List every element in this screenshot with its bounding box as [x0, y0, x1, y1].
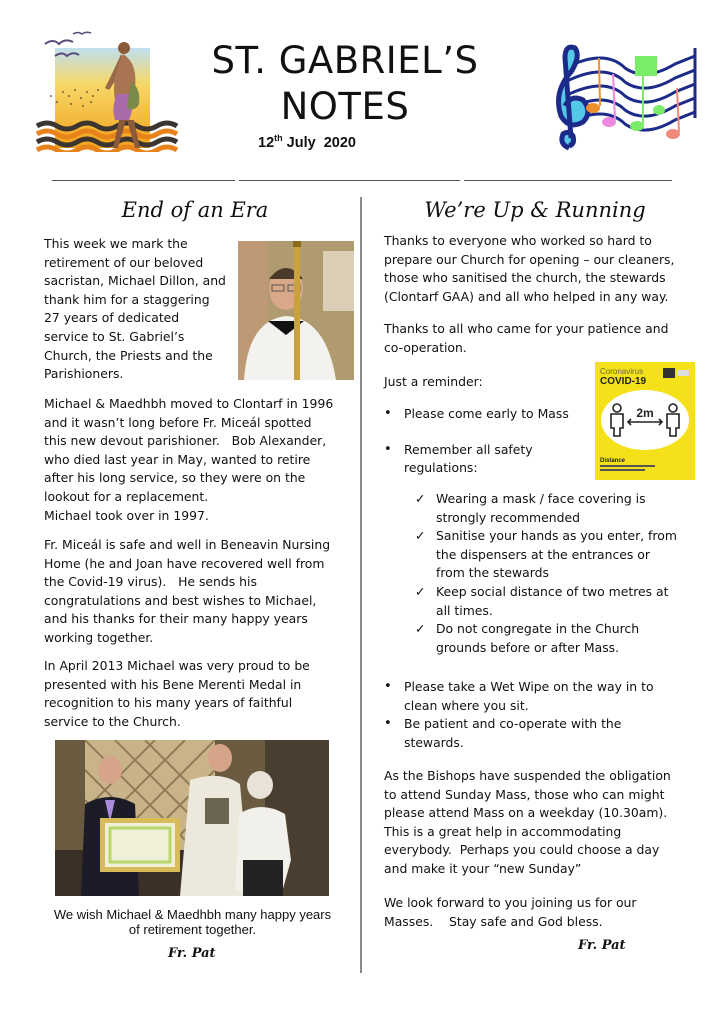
- paragraph-look-forward: [384, 894, 704, 931]
- reminder-bullet-list-bottom: [384, 678, 704, 752]
- text-line: thank him for a staggering: [44, 291, 210, 307]
- bullet-item: [384, 441, 584, 478]
- text-line: grounds before or after Mass.: [436, 639, 620, 655]
- text-line: This week we mark the: [44, 236, 188, 251]
- header-rule-right: [464, 180, 672, 181]
- date-day: 12: [258, 135, 275, 151]
- safety-checklist: [415, 490, 705, 657]
- sower-illustration: [33, 30, 183, 152]
- text-line: all times.: [436, 602, 493, 618]
- column-divider: [360, 197, 362, 973]
- bullet-item: [384, 715, 704, 752]
- paragraph-fr-miceal: [44, 536, 354, 648]
- text-line: presented with his Bene Merenti Medal in: [44, 676, 302, 692]
- text-line: • Be patient and co-operate with the: [404, 716, 622, 732]
- covid-distance-poster: [595, 362, 695, 480]
- poster-label-small: Coronavirus: [600, 367, 644, 376]
- text-line: everybody. Perhaps you could choose a day: [384, 842, 660, 858]
- bullet-item: [384, 678, 704, 715]
- issue-date: [258, 133, 398, 151]
- check-icon: ✓: [415, 583, 426, 599]
- music-notes-illustration: [545, 38, 705, 158]
- check-icon: ✓: [415, 491, 426, 506]
- photo-caption: [40, 907, 345, 937]
- paragraph-thanks-everyone: [384, 232, 704, 306]
- text-line: the Covid-19 virus). He sends his: [44, 574, 257, 590]
- text-line: Church, the Priests and the: [44, 347, 213, 363]
- text-line: please attend Mass on a weekday (10.30am).: [384, 805, 668, 821]
- intro-paragraph: [44, 235, 239, 384]
- text-line: from the stewards: [436, 565, 549, 581]
- paragraph-thanks-patience: [384, 320, 704, 357]
- text-line: retirement of our beloved: [44, 254, 204, 270]
- poster-label-big: COVID-19: [600, 376, 647, 387]
- text-line: Michael took over in 1997.: [44, 507, 209, 523]
- text-line: Thanks to everyone who worked so hard to: [384, 233, 652, 248]
- title-line-2: NOTES: [280, 85, 410, 128]
- section-title-up-and-running: We’re Up & Running: [424, 198, 646, 222]
- poster-distance: 2m: [636, 406, 654, 420]
- michael-dillon-portrait: [238, 241, 354, 380]
- text-line: Sanitise your hands as you enter, from: [436, 528, 677, 544]
- text-line: prepare our Church for opening – our cleaners,: [384, 251, 675, 267]
- text-line: Fr. Miceál is safe and well in Beneavin Nursing: [44, 537, 331, 552]
- medal-presentation-photo: [55, 740, 329, 896]
- date-rest: July 2020: [282, 135, 356, 151]
- text-line: • Please come early to Mass: [404, 406, 569, 421]
- signature-left: Fr. Pat: [168, 946, 216, 961]
- text-line: This is a great help in accommodating: [384, 823, 622, 839]
- checklist-item: [415, 620, 705, 657]
- text-line: (Clontarf GAA) and all who helped in any way.: [384, 288, 669, 304]
- text-line: sacristan, Michael Dillon, and: [44, 273, 226, 289]
- text-line: Michael & Maedhbh moved to Clontarf in 1996: [44, 396, 334, 411]
- text-line: As the Bishops have suspended the obligation: [384, 768, 671, 783]
- check-icon: ✓: [415, 621, 426, 637]
- checklist-item: [415, 527, 705, 583]
- text-line: after his long service, so they were on the: [44, 470, 306, 486]
- text-line: Thanks to all who came for your patience and: [384, 321, 669, 336]
- text-line: and it wasn’t long before Fr. Miceál spotted: [44, 414, 312, 430]
- text-line: Parishioners.: [44, 366, 124, 382]
- paragraph-bishops-obligation: [384, 767, 704, 879]
- header-rule-left: [52, 180, 235, 181]
- caption-line: We wish Michael & Maedhbh many happy years: [53, 907, 332, 922]
- text-line: Home (he and Joan have recovered well from: [44, 555, 325, 571]
- text-line: service to St. Gabriel’s: [44, 328, 185, 344]
- section-title-end-of-an-era: End of an Era: [121, 198, 269, 222]
- text-line: Keep social distance of two metres at: [436, 583, 669, 599]
- bullet-item: [384, 405, 584, 424]
- text-line: co-operation.: [384, 339, 467, 355]
- signature-right: Fr. Pat: [578, 938, 626, 953]
- text-line: Do not congregate in the Church: [436, 621, 640, 637]
- text-line: regulations:: [404, 460, 478, 476]
- reminder-heading: Just a reminder:: [384, 374, 483, 389]
- text-line: Wearing a mask / face covering is: [436, 491, 646, 506]
- text-line: stewards.: [404, 734, 464, 750]
- text-line: • Please take a Wet Wipe on the way in to: [404, 679, 654, 694]
- text-line: and his thanks for their many happy years: [44, 611, 308, 627]
- title-line-1: ST. GABRIEL’S: [211, 39, 479, 82]
- poster-footer-title: Distance: [600, 458, 626, 464]
- reminder-bullet-list-top: [384, 405, 584, 478]
- text-line: recognition to his many years of faithful: [44, 695, 293, 711]
- text-line: the dispensers at the entrances or: [436, 546, 650, 562]
- text-line: those who sanitised the church, the stewards: [384, 270, 666, 286]
- text-line: congratulations and best wishes to Michael,: [44, 592, 317, 608]
- text-line: In April 2013 Michael was very proud to be: [44, 658, 310, 673]
- checklist-item: [415, 583, 705, 620]
- paragraph-bene-merenti: [44, 657, 354, 731]
- text-line: • Remember all safety: [404, 441, 533, 457]
- text-line: who died last year in May, wanted to retire: [44, 451, 311, 467]
- text-line: and make it your “new Sunday”: [384, 860, 582, 876]
- text-line: to attend Sunday Mass, those who can might: [384, 786, 665, 802]
- check-icon: ✓: [415, 528, 426, 544]
- caption-line: of retirement together.: [128, 922, 257, 937]
- text-line: We look forward to you joining us for our: [384, 895, 637, 910]
- text-line: working together.: [44, 629, 154, 645]
- text-line: 27 years of dedicated: [44, 310, 180, 326]
- text-line: this new devout parishioner. Bob Alexander,: [44, 433, 327, 449]
- text-line: strongly recommended: [436, 509, 580, 525]
- paragraph-moved-to-clontarf: [44, 395, 354, 525]
- text-line: service to the Church.: [44, 713, 181, 729]
- text-line: Masses. Stay safe and God bless.: [384, 913, 603, 929]
- text-line: lookout for a replacement.: [44, 488, 209, 504]
- newsletter-title: [180, 38, 510, 130]
- checklist-item: [415, 490, 705, 527]
- header-rule-middle: [239, 180, 460, 181]
- text-line: clean where you sit.: [404, 697, 529, 713]
- date-suffix: th: [274, 133, 283, 143]
